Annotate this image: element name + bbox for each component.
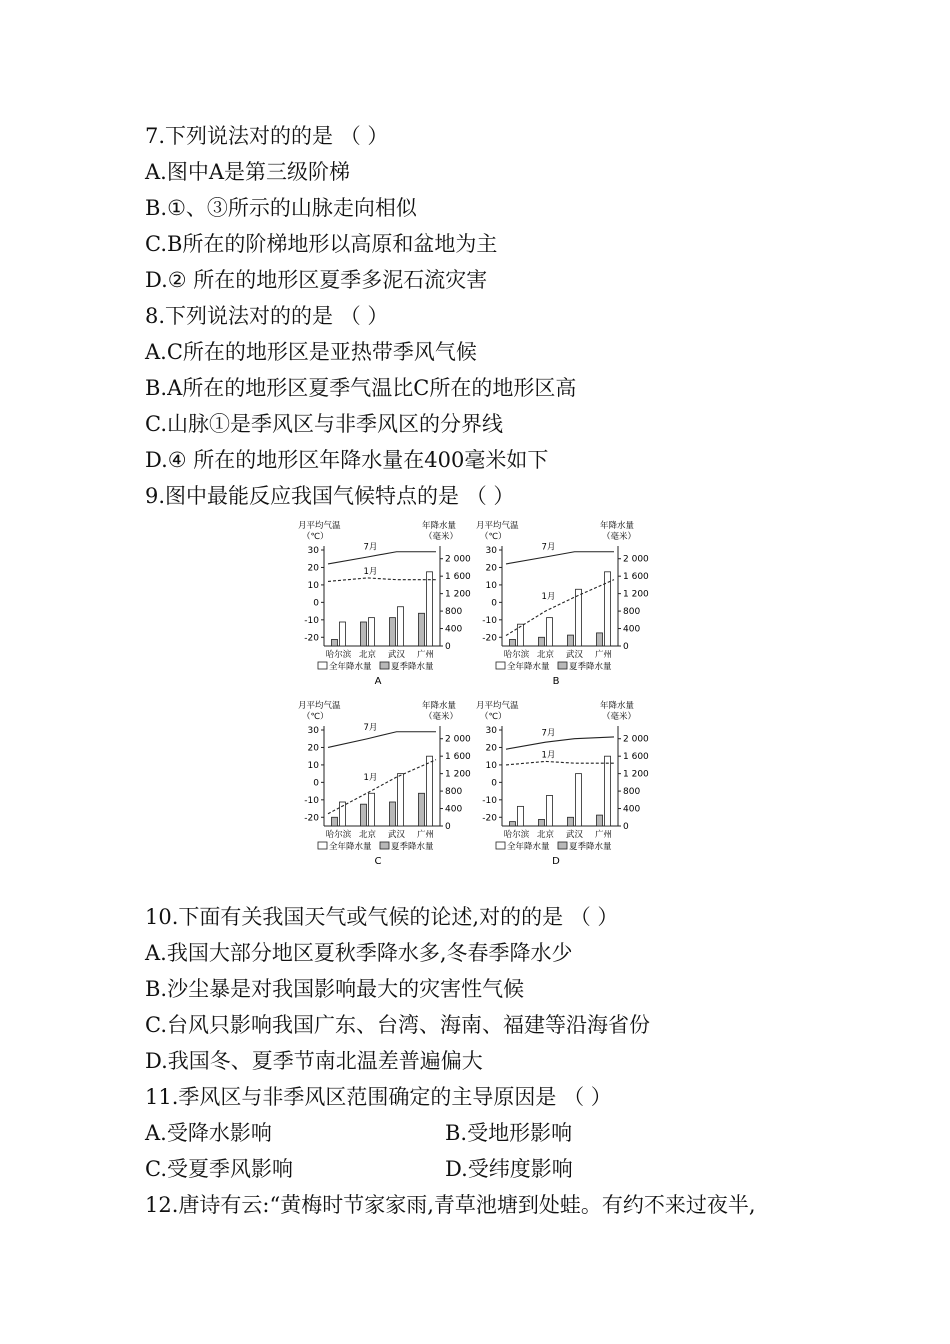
- panel-b-right-tick-label: 0: [623, 642, 629, 652]
- panel-b-summer-precip-bar: [568, 635, 574, 646]
- panel-d-right-axis-label: 年降水量: [600, 701, 635, 711]
- panel-c-annual-precip-bar: [427, 756, 433, 826]
- panel-c-right-tick-label: 2 000: [445, 734, 471, 745]
- panel-b-january-label: 1月: [541, 592, 556, 603]
- panel-c-right-tick-label: 0: [445, 822, 451, 832]
- panel-d-left-tick-label: 10: [485, 760, 497, 771]
- panel-a-summer-precip-bar: [419, 613, 425, 646]
- panel-b-legend-annual-swatch: [496, 662, 505, 669]
- question-10-stem: 10.下面有关我国天气或气候的论述,对的的是 （ ）: [145, 905, 619, 929]
- panel-a-left-axis-label: 月平均气温: [298, 521, 341, 531]
- panel-a-july-label: 7月: [363, 542, 378, 553]
- panel-a-annual-precip-bar: [427, 572, 433, 646]
- question-10-option-d: D.我国冬、夏季节南北温差普遍偏大: [145, 1049, 483, 1073]
- panel-a-summer-precip-bar: [390, 618, 396, 646]
- panel-b-left-tick-label: 0: [491, 598, 497, 609]
- panel-b-summer-precip-bar: [510, 639, 516, 646]
- panel-c-right-tick-label: 1 200: [445, 769, 471, 780]
- panel-d-annual-precip-bar: [605, 756, 611, 826]
- panel-a-right-tick-label: 0: [445, 642, 451, 652]
- panel-d-summer-precip-bar: [568, 817, 574, 826]
- panel-c-category-label: 哈尔滨: [325, 830, 352, 840]
- panel-c-summer-precip-bar: [419, 793, 425, 826]
- question-8-option-a: A.C所在的地形区是亚热带季风气候: [145, 340, 477, 364]
- panel-d-annual-precip-bar: [547, 795, 553, 826]
- panel-d-right-tick-label: 1 600: [623, 752, 649, 763]
- panel-d-summer-precip-bar: [597, 815, 603, 826]
- panel-b-right-tick-label: 1 200: [623, 589, 649, 600]
- question-7-stem: 7.下列说法对的的是 （ ）: [145, 124, 389, 148]
- panel-b-left-axis-label: 月平均气温: [476, 521, 519, 531]
- panel-b-right-tick-label: 800: [623, 607, 641, 618]
- panel-d-category-label: 武汉: [565, 830, 584, 840]
- question-8-option-d: D.④ 所在的地形区年降水量在400毫米如下: [145, 448, 549, 472]
- panel-d-left-tick-label: -10: [482, 795, 497, 806]
- panel-d-category-label: 广州: [594, 830, 613, 840]
- panel-d-summer-precip-bar: [539, 819, 545, 826]
- question-11-option-a: A.受降水影响: [145, 1121, 272, 1145]
- panel-c-july-label: 7月: [363, 723, 378, 734]
- panel-d-right-tick-label: 400: [623, 804, 641, 815]
- panel-b-annual-precip-bar: [576, 589, 582, 646]
- panel-a-january-temp-line: [328, 578, 436, 581]
- panel-d-left-axis-label: 月平均气温: [476, 701, 519, 711]
- panel-a-right-tick-label: 800: [445, 607, 463, 618]
- question-9-stem: 9.图中最能反应我国气候特点的是 （ ）: [145, 484, 515, 508]
- panel-b-category-label: 北京: [536, 650, 555, 660]
- panel-d-july-label: 7月: [541, 728, 556, 739]
- panel-d-left-tick-label: -20: [482, 813, 497, 824]
- panel-c-summer-precip-bar: [361, 804, 367, 826]
- panel-a-legend-annual-swatch: [318, 662, 327, 669]
- panel-a-legend-annual-label: 全年降水量: [329, 662, 372, 672]
- panel-a-left-tick-label: 30: [307, 546, 319, 556]
- panel-d-left-tick-label: 0: [491, 778, 497, 789]
- panel-b-annual-precip-bar: [518, 624, 524, 646]
- panel-c-right-tick-label: 800: [445, 787, 463, 798]
- panel-c-summer-precip-bar: [332, 817, 338, 826]
- panel-d-category-label: 北京: [536, 830, 555, 840]
- question-8-stem: 8.下列说法对的的是 （ ）: [145, 304, 389, 328]
- panel-a-legend-summer-swatch: [380, 662, 389, 669]
- panel-c-legend-summer-swatch: [380, 842, 389, 849]
- panel-c-summer-precip-bar: [390, 802, 396, 826]
- panel-b-category-label: 哈尔滨: [503, 650, 530, 660]
- panel-a-right-tick-label: 1 200: [445, 589, 471, 600]
- panel-a-left-axis-unit: （℃）: [302, 532, 329, 542]
- panel-a-july-temp-line: [328, 552, 436, 564]
- question-7-option-c: C.B所在的阶梯地形以高原和盆地为主: [145, 232, 498, 256]
- panel-b-panel-label: B: [552, 676, 560, 687]
- panel-a-january-label: 1月: [363, 566, 378, 577]
- panel-c-legend-summer-label: 夏季降水量: [391, 842, 434, 852]
- panel-a-left-tick-label: -20: [304, 633, 319, 644]
- panel-d-right-tick-label: 0: [623, 822, 629, 832]
- panel-d-annual-precip-bar: [518, 806, 524, 826]
- panel-c-left-axis-unit: （℃）: [302, 712, 329, 722]
- panel-b-left-tick-label: 20: [485, 563, 497, 574]
- panel-b-right-axis-unit: （毫米）: [602, 532, 637, 542]
- panel-b-left-tick-label: -10: [482, 615, 497, 626]
- panel-d-annual-precip-bar: [576, 774, 582, 826]
- panel-a-left-tick-label: 20: [307, 563, 319, 574]
- panel-d-left-axis-unit: （℃）: [480, 712, 507, 722]
- panel-c-panel-label: C: [374, 856, 382, 867]
- panel-c-left-tick-label: -10: [304, 795, 319, 806]
- question-7-option-d: D.② 所在的地形区夏季多泥石流灾害: [145, 268, 488, 292]
- panel-b-right-tick-label: 2 000: [623, 554, 649, 565]
- panel-b-summer-precip-bar: [539, 637, 545, 646]
- panel-c-left-tick-label: 0: [313, 778, 319, 789]
- panel-d-july-temp-line: [506, 737, 614, 749]
- panel-c-category-label: 广州: [416, 830, 435, 840]
- panel-a-left-tick-label: 10: [307, 580, 319, 591]
- panel-d-summer-precip-bar: [510, 822, 516, 826]
- climate-charts-figure: [290, 518, 650, 878]
- panel-c-right-tick-label: 1 600: [445, 752, 471, 763]
- panel-d-legend-annual-label: 全年降水量: [507, 842, 550, 852]
- panel-d-left-tick-label: 30: [485, 726, 497, 736]
- panel-a-left-tick-label: -10: [304, 615, 319, 626]
- panel-c-annual-precip-bar: [369, 793, 375, 826]
- panel-c-left-tick-label: -20: [304, 813, 319, 824]
- panel-c-left-tick-label: 20: [307, 743, 319, 754]
- panel-b-right-axis-label: 年降水量: [600, 521, 635, 531]
- panel-a-right-tick-label: 400: [445, 624, 463, 635]
- panel-c-right-axis-unit: （毫米）: [424, 712, 459, 722]
- panel-b-right-tick-label: 400: [623, 624, 641, 635]
- panel-a-right-axis-label: 年降水量: [422, 521, 457, 531]
- question-12-stem: 12.唐诗有云:“黄梅时节家家雨,青草池塘到处蛙。有约不来过夜半,: [145, 1193, 756, 1217]
- panel-c-legend-annual-swatch: [318, 842, 327, 849]
- panel-c-january-label: 1月: [363, 772, 378, 783]
- question-10-option-c: C.台风只影响我国广东、台湾、海南、福建等沿海省份: [145, 1013, 650, 1037]
- panel-c-right-tick-label: 400: [445, 804, 463, 815]
- panel-c-category-label: 北京: [358, 830, 377, 840]
- question-8-option-b: B.A所在的地形区夏季气温比C所在的地形区高: [145, 376, 577, 400]
- question-8-option-c: C.山脉①是季风区与非季风区的分界线: [145, 412, 503, 436]
- question-10-option-b: B.沙尘暴是对我国影响最大的灾害性气候: [145, 977, 525, 1001]
- panel-d-january-temp-line: [506, 761, 614, 764]
- question-11-stem: 11.季风区与非季风区范围确定的主导原因是 （ ）: [145, 1085, 612, 1109]
- panel-b-category-label: 武汉: [565, 650, 584, 660]
- panel-b-left-tick-label: 10: [485, 580, 497, 591]
- question-7-option-b: B.①、③所示的山脉走向相似: [145, 196, 417, 220]
- panel-b-annual-precip-bar: [547, 618, 553, 646]
- panel-d-panel-label: D: [552, 856, 560, 867]
- question-11-option-b: B.受地形影响: [445, 1121, 573, 1145]
- panel-d-legend-summer-label: 夏季降水量: [569, 842, 612, 852]
- panel-a-right-tick-label: 2 000: [445, 554, 471, 565]
- panel-c-category-label: 武汉: [387, 830, 406, 840]
- panel-c-left-axis-label: 月平均气温: [298, 701, 341, 711]
- panel-b-right-tick-label: 1 600: [623, 572, 649, 583]
- panel-d-right-axis-unit: （毫米）: [602, 712, 637, 722]
- panel-b-july-label: 7月: [541, 542, 556, 553]
- panel-a-category-label: 广州: [416, 650, 435, 660]
- panel-d-right-tick-label: 800: [623, 787, 641, 798]
- panel-a-right-tick-label: 1 600: [445, 572, 471, 583]
- panel-b-legend-annual-label: 全年降水量: [507, 662, 550, 672]
- panel-c-left-tick-label: 10: [307, 760, 319, 771]
- panel-a-right-axis-unit: （毫米）: [424, 532, 459, 542]
- panel-a-category-label: 北京: [358, 650, 377, 660]
- panel-a-legend-summer-label: 夏季降水量: [391, 662, 434, 672]
- panel-c-annual-precip-bar: [398, 774, 404, 826]
- panel-d-january-label: 1月: [541, 750, 556, 761]
- panel-b-legend-summer-swatch: [558, 662, 567, 669]
- panel-d-right-tick-label: 1 200: [623, 769, 649, 780]
- panel-b-category-label: 广州: [594, 650, 613, 660]
- panel-b-left-tick-label: -20: [482, 633, 497, 644]
- panel-d-legend-summer-swatch: [558, 842, 567, 849]
- panel-b-summer-precip-bar: [597, 633, 603, 646]
- panel-b-july-temp-line: [506, 552, 614, 564]
- panel-a-category-label: 哈尔滨: [325, 650, 352, 660]
- panel-c-july-temp-line: [328, 732, 436, 748]
- panel-b-left-axis-unit: （℃）: [480, 532, 507, 542]
- panel-d-legend-annual-swatch: [496, 842, 505, 849]
- question-10-option-a: A.我国大部分地区夏秋季降水多,冬春季降水少: [145, 941, 573, 965]
- panel-a-summer-precip-bar: [332, 639, 338, 646]
- panel-b-left-tick-label: 30: [485, 546, 497, 556]
- question-11-option-c: C.受夏季风影响: [145, 1157, 293, 1181]
- panel-a-annual-precip-bar: [398, 607, 404, 646]
- question-11-option-d: D.受纬度影响: [445, 1157, 573, 1181]
- panel-d-left-tick-label: 20: [485, 743, 497, 754]
- panel-c-right-axis-label: 年降水量: [422, 701, 457, 711]
- panel-b-legend-summer-label: 夏季降水量: [569, 662, 612, 672]
- panel-a-annual-precip-bar: [340, 622, 346, 646]
- panel-a-left-tick-label: 0: [313, 598, 319, 609]
- panel-a-summer-precip-bar: [361, 622, 367, 646]
- panel-a-annual-precip-bar: [369, 618, 375, 646]
- panel-d-right-tick-label: 2 000: [623, 734, 649, 745]
- question-7-option-a: A.图中A是第三级阶梯: [145, 160, 351, 184]
- panel-d-category-label: 哈尔滨: [503, 830, 530, 840]
- panel-a-category-label: 武汉: [387, 650, 406, 660]
- panel-c-left-tick-label: 30: [307, 726, 319, 736]
- climate-charts-svg: [290, 518, 650, 878]
- panel-c-legend-annual-label: 全年降水量: [329, 842, 372, 852]
- panel-a-panel-label: A: [374, 676, 382, 687]
